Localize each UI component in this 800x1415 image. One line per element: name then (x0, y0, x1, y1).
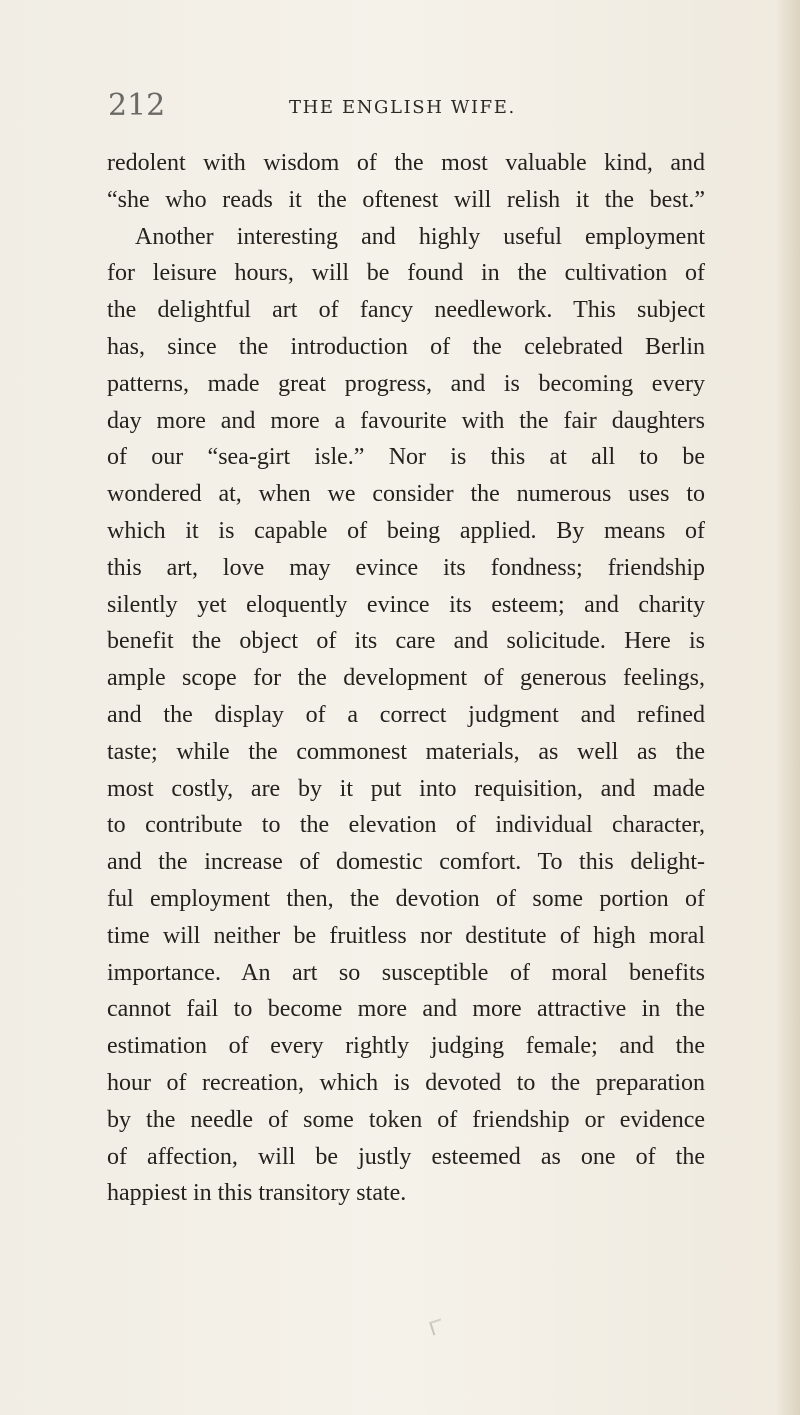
text-line: redolent with wisdom of the most valuable kind, and (107, 150, 705, 176)
text-line: importance. An art so susceptible of moral benefits (107, 959, 705, 986)
text-line: silently yet eloquently evince its esteem; and charity (107, 591, 705, 618)
text-line: has, since the introduction of the celebrated Berlin (107, 333, 705, 360)
text-line: wondered at, when we consider the numerous uses to (107, 481, 705, 508)
text-line: ample scope for the development of generous feelings, (107, 665, 705, 692)
text-line: and the increase of domestic comfort. To this delight- (107, 849, 705, 876)
text-line: of affection, will be justly esteemed as one of the (107, 1143, 705, 1170)
ink-mark (429, 1318, 445, 1335)
text-line: happiest in this transitory state. (107, 1180, 407, 1207)
text-line: of our “sea-girt isle.” Nor is this at all to be (107, 444, 705, 471)
text-line: and the display of a correct judgment and refined (107, 701, 705, 728)
text-line: this art, love may evince its fondness; friendship (107, 554, 705, 581)
body-text (107, 145, 705, 1212)
text-line: taste; while the commonest materials, as well as the (107, 738, 705, 765)
text-line: day more and more a favourite with the fair daughters (107, 407, 705, 434)
text-line: the delightful art of fancy needlework. This subject (107, 297, 705, 324)
text-line: for leisure hours, will be found in the cultivation of (107, 260, 705, 287)
text-line: estimation of every rightly judging female; and the (107, 1033, 705, 1060)
page-number: 212 (108, 88, 166, 123)
text-line: most costly, are by it put into requisition, and made (107, 775, 705, 802)
text-line: “she who reads it the oftenest will relish it the best.” (107, 186, 705, 213)
page-edge-shadow (776, 0, 800, 1415)
text-line: cannot fail to become more and more attractive in the (107, 996, 705, 1023)
text-line: benefit the object of its care and solicitude. Here is (107, 628, 705, 655)
text-line: to contribute to the elevation of individual character, (107, 812, 705, 839)
text-line: ful employment then, the devotion of some portion of (107, 885, 705, 912)
text-line: time will neither be fruitless nor destitute of high moral (107, 922, 705, 949)
text-line: patterns, made great progress, and is becoming every (107, 370, 705, 397)
text-line: which it is capable of being applied. By means of (107, 517, 705, 544)
page-header (60, 88, 700, 138)
running-head: THE ENGLISH WIFE. (289, 97, 516, 118)
text-line: hour of recreation, which is devoted to the preparation (107, 1069, 705, 1096)
text-line: Another interesting and highly useful employment (135, 223, 705, 250)
text-line: by the needle of some token of friendship or evidence (107, 1106, 705, 1133)
